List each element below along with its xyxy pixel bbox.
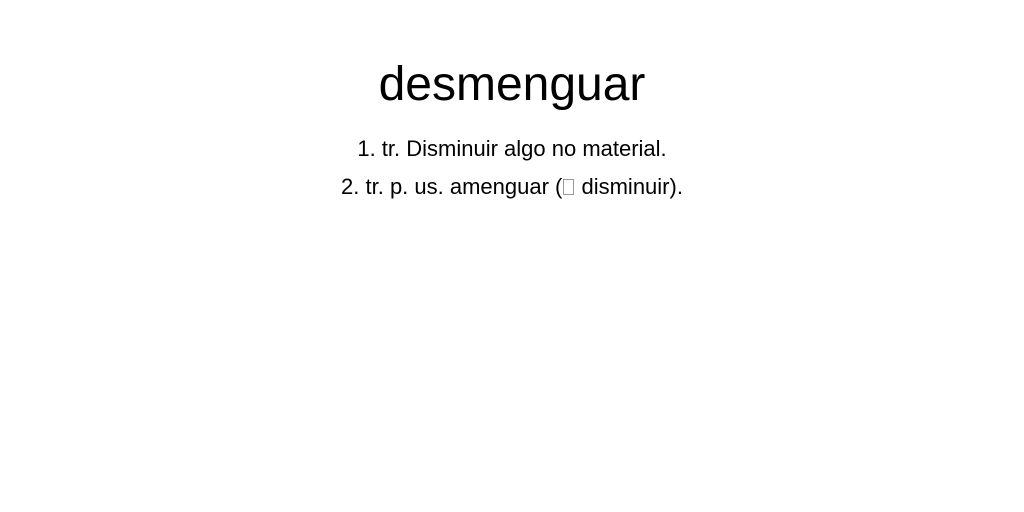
definition-text-after-symbol: disminuir). [575, 174, 683, 199]
definition-item-1 [0, 130, 1024, 168]
definitions-list [0, 130, 1024, 206]
missing-glyph-icon [563, 179, 574, 195]
headword-title: desmenguar [378, 58, 646, 111]
definition-text-before-symbol: 2. tr. p. us. amenguar ( [341, 174, 563, 199]
definition-item-2 [0, 168, 1024, 206]
definition-text: 1. tr. Disminuir algo no material. [357, 136, 667, 161]
